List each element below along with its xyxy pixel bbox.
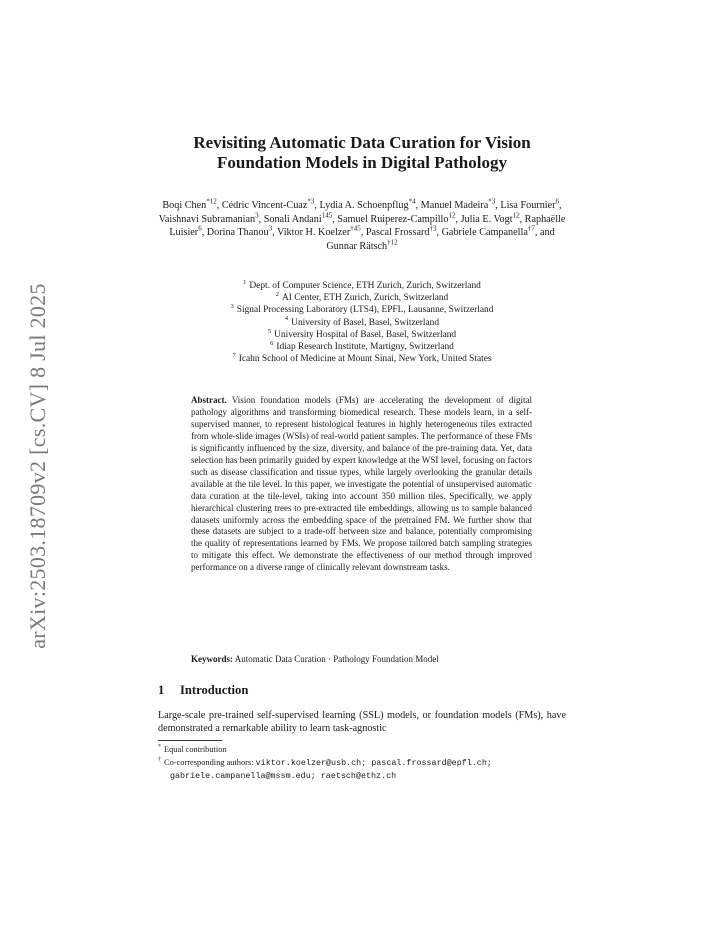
affiliation-number: 4: [284, 315, 289, 323]
author: [158, 211, 259, 225]
author: [460, 211, 520, 225]
keywords-label: Keywords:: [191, 654, 233, 664]
author-name: Manuel Madeira: [420, 200, 489, 211]
author-separator: ,: [559, 200, 562, 211]
author: [276, 224, 361, 239]
author: [420, 197, 496, 211]
author-name: Gabriele Campanella: [441, 227, 528, 239]
affiliation-item: [160, 280, 564, 292]
author: [319, 197, 416, 211]
affiliation-text: Signal Processing Laboratory (LTS4), EPFL, Lausanne, Switzerland: [236, 305, 494, 316]
abstract-text: Vision foundation models (FMs) are accelerating the development of digital pathology algorithms and transforming biomedical research. These models learn, in a self-supervised manner, to represent histological features in highly heterogeneous tiles extracted from whole-slide images (WSIs) of real-world patient samples. The performance of these FMs is significantly influenced by the size, diversity, and balance of the pre-training data. Yet, data selection has been primarily guided by expert knowledge at the WSI level, focusing on factors such as disease classification and tissue types, while largely overlooking the granular details available at the tile level. In this paper, we investigate the potential of unsupervised automatic data curation at the tile-level, taking into account 350 million tiles. Specifically, we apply hierarchical clustering trees to pre-extracted tile embeddings, allowing us to sample balanced datasets uniformly across the embedding space of the pretrained FM. We further show that these datasets are subject to a trade-off between size and balance, potentially compromising the quality of representations learned by FMs. We propose tailored batch sampling strategies to mitigate this effect. We demonstrate the effectiveness of our method through improved performance on a diverse range of clinically relevant downstream tasks.: [191, 395, 532, 573]
author-affiliation-marker: †7: [527, 224, 535, 233]
footnote-corresponding-authors-cont: [170, 770, 582, 783]
author-name: Sonali Andani: [263, 213, 322, 225]
footnote-emails-line-1[interactable]: viktor.koelzer@usb.ch; pascal.frossard@epfl.ch;: [255, 758, 492, 768]
footnote-rule: [158, 740, 222, 741]
affiliation-text: University Hospital of Basel, Basel, Switzerland: [274, 329, 457, 340]
author-affiliation-marker: 6: [555, 197, 560, 206]
author: [263, 211, 333, 225]
footnote-emails-line-2[interactable]: gabriele.campanella@mssm.edu; raetsch@ethz.ch: [170, 771, 397, 781]
author-affiliation-marker: †45: [350, 224, 361, 233]
author: [441, 224, 535, 239]
abstract-label: Abstract.: [191, 395, 227, 405]
affiliation-text: Icahn School of Medicine at Mount Sinai, New York, United States: [238, 354, 492, 365]
author: [162, 197, 217, 211]
affiliation-number: 1: [243, 278, 247, 286]
footnote-equal-contribution: [158, 744, 570, 756]
author-separator: ,: [415, 200, 421, 211]
author: [365, 224, 437, 239]
author-name: Boqi Chen: [162, 200, 207, 211]
footnote-mark-corresponding: †: [158, 757, 161, 764]
author-name: Julia E. Vogt: [460, 213, 513, 225]
author-affiliation-marker: 12: [512, 211, 520, 220]
author-list: [154, 199, 570, 253]
arxiv-identifier-text: arXiv:2503.18709v2 [cs.CV] 8 Jul 2025: [25, 283, 50, 649]
author-separator: ,: [455, 213, 461, 225]
author-affiliation-marker: *3: [488, 197, 496, 206]
section-number: 1: [158, 683, 165, 697]
author-name: Raphaëlle Luisier: [169, 213, 566, 239]
section-title: Introduction: [180, 683, 249, 697]
affiliation-item: [160, 292, 564, 304]
keywords-text: Automatic Data Curation · Pathology Foundation Model: [234, 654, 439, 664]
author-separator: ,: [332, 213, 338, 225]
author-name: Gunnar Rätsch: [326, 240, 388, 252]
affiliation-item: [160, 304, 564, 316]
affiliation-text: Dept. of Computer Science, ETH Zurich, Zurich, Switzerland: [249, 281, 481, 291]
affiliation-list: [160, 280, 564, 365]
author-separator: , and: [534, 227, 555, 239]
author-separator: ,: [258, 213, 264, 225]
author-name: Dorina Thanou: [206, 227, 269, 239]
affiliation-number: 6: [270, 339, 274, 347]
affiliation-number: 7: [232, 352, 236, 360]
author-name: Cédric Vincent-Cuaz: [221, 200, 308, 211]
footnote-corresponding-authors: [158, 757, 570, 770]
footnote-equal-text: Equal contribution: [164, 745, 227, 754]
author-separator: ,: [314, 200, 320, 211]
author-affiliation-marker: *12: [206, 197, 217, 206]
author-affiliation-marker: †12: [387, 238, 398, 247]
affiliation-text: Idiap Research Institute, Martigny, Switzerland: [276, 342, 454, 353]
author-name: Pascal Frossard: [365, 227, 430, 239]
author-separator: ,: [360, 227, 366, 239]
affiliation-text: University of Basel, Basel, Switzerland: [291, 317, 440, 328]
author: [326, 238, 398, 252]
author-name: Lydia A. Schoenpflug: [319, 200, 409, 211]
author-affiliation-marker: *4: [408, 197, 416, 206]
author: [221, 197, 315, 211]
affiliation-number: 2: [275, 291, 279, 299]
author-separator: ,: [201, 227, 207, 239]
author-separator: ,: [495, 200, 501, 211]
author: [500, 197, 560, 211]
paper-title: [160, 133, 564, 173]
author-name: Vaishnavi Subramanian: [158, 213, 256, 225]
author-affiliation-marker: 6: [198, 224, 202, 233]
author-name: Lisa Fournier: [500, 200, 556, 211]
affiliation-text: AI Center, ETH Zurich, Zurich, Switzerland: [282, 293, 449, 304]
section-heading-introduction: [158, 683, 566, 698]
author-affiliation-marker: 145: [321, 211, 333, 220]
affiliation-item: [160, 317, 564, 329]
author-affiliation-marker: 3: [268, 224, 273, 233]
paper-title-line-2: Foundation Models in Digital Pathology: [217, 153, 507, 172]
author-name: Samuel Ruiperez-Campillo: [337, 213, 449, 225]
author-separator: ,: [216, 200, 222, 211]
footnote-mark-equal: *: [158, 744, 161, 751]
author-affiliation-marker: 3: [255, 211, 259, 220]
author-name: Viktor H. Koelzer: [276, 227, 351, 239]
author: [206, 224, 273, 239]
footnote-corresponding-label: Co-corresponding authors:: [164, 758, 254, 767]
intro-paragraph: Large-scale pre-trained self-supervised learning (SSL) models, or foundation models (FMs), have demonstrated a remarkable ability to learn task-agnostic: [158, 710, 566, 735]
keywords: [191, 653, 532, 665]
author-separator: ,: [436, 227, 442, 239]
author: [337, 211, 456, 225]
affiliation-item: [160, 341, 564, 353]
affiliation-number: 5: [267, 327, 272, 335]
abstract: [191, 395, 532, 574]
affiliation-item: [160, 353, 564, 365]
affiliation-number: 3: [230, 303, 234, 311]
author-affiliation-marker: *3: [307, 197, 315, 206]
author-affiliation-marker: 12: [448, 211, 456, 220]
author-separator: ,: [272, 227, 277, 239]
author-separator: ,: [519, 213, 525, 225]
affiliation-item: [160, 329, 564, 341]
paper-title-line-1: Revisiting Automatic Data Curation for Vision: [193, 133, 531, 152]
author-affiliation-marker: †3: [429, 224, 437, 233]
